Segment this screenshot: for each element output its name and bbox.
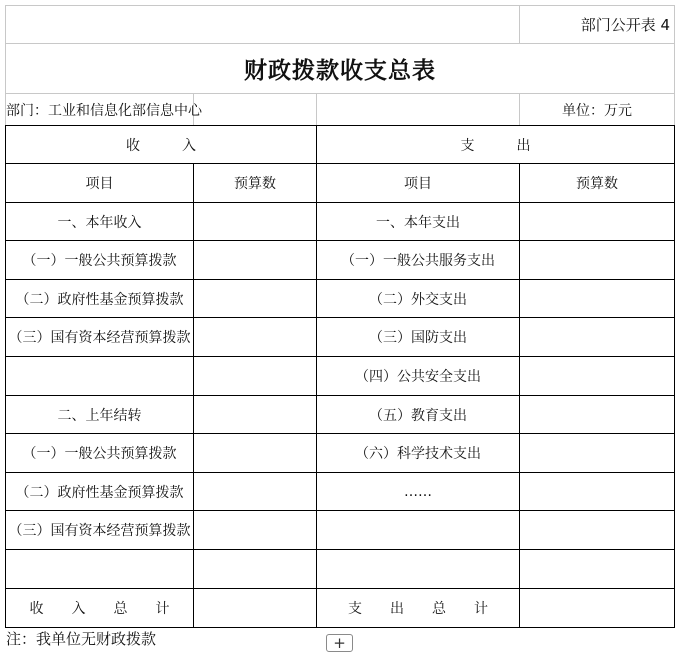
expense-item-cell <box>317 511 519 549</box>
expense-total-label: 支 出 总 计 <box>348 601 488 617</box>
expense-item-cell: （六）科学技术支出 <box>355 446 481 462</box>
income-item-cell <box>6 550 193 588</box>
income-item-cell: （三）国有资本经营预算拨款 <box>8 330 191 346</box>
income-item-cell: 一、本年收入 <box>57 214 142 231</box>
expense-item-cell <box>317 550 519 588</box>
expense-item-cell: （三）国防支出 <box>369 330 467 346</box>
income-item-cell: （三）国有资本经营预算拨款 <box>8 523 191 539</box>
expense-item-cell: （二）外交支出 <box>369 291 467 308</box>
expense-item-cell: （四）公共安全支出 <box>355 369 481 385</box>
expense-item-header: 项目 <box>404 176 432 192</box>
expense-item-cell: 一、本年支出 <box>376 214 460 231</box>
table-number: 部门公开表 4 <box>580 16 670 34</box>
table-border <box>193 163 194 628</box>
page-title: 财政拨款收支总表 <box>244 58 436 84</box>
expense-budget-header: 预算数 <box>576 176 618 192</box>
income-section-header: 收 入 <box>126 137 196 154</box>
income-item-cell: （二）政府性基金预算拨款 <box>15 484 184 501</box>
income-item-cell: 二、上年结转 <box>57 407 142 424</box>
table-border <box>674 125 675 628</box>
income-total-label: 收 入 总 计 <box>29 601 170 617</box>
expense-item-cell: （一）一般公共服务支出 <box>341 253 495 269</box>
income-item-cell <box>6 357 193 395</box>
gridline <box>316 93 317 125</box>
income-item-cell: （一）一般公共预算拨款 <box>22 446 177 462</box>
add-sheet-button[interactable]: + <box>326 634 353 652</box>
income-item-header: 项目 <box>85 176 114 192</box>
income-item-cell: （二）政府性基金预算拨款 <box>15 291 184 308</box>
expense-section-header: 支 出 <box>460 137 531 154</box>
expense-item-cell: …… <box>404 483 432 500</box>
department-label: 部门：工业和信息化部信息中心 <box>6 102 202 119</box>
expense-item-cell: （五）教育支出 <box>369 407 467 424</box>
income-budget-header: 预算数 <box>234 176 276 192</box>
income-item-cell: （一）一般公共预算拨款 <box>22 253 177 269</box>
footnote: 注：我单位无财政拨款 <box>6 629 157 648</box>
table-border <box>519 163 520 628</box>
unit-label: 单位：万元 <box>562 102 632 119</box>
